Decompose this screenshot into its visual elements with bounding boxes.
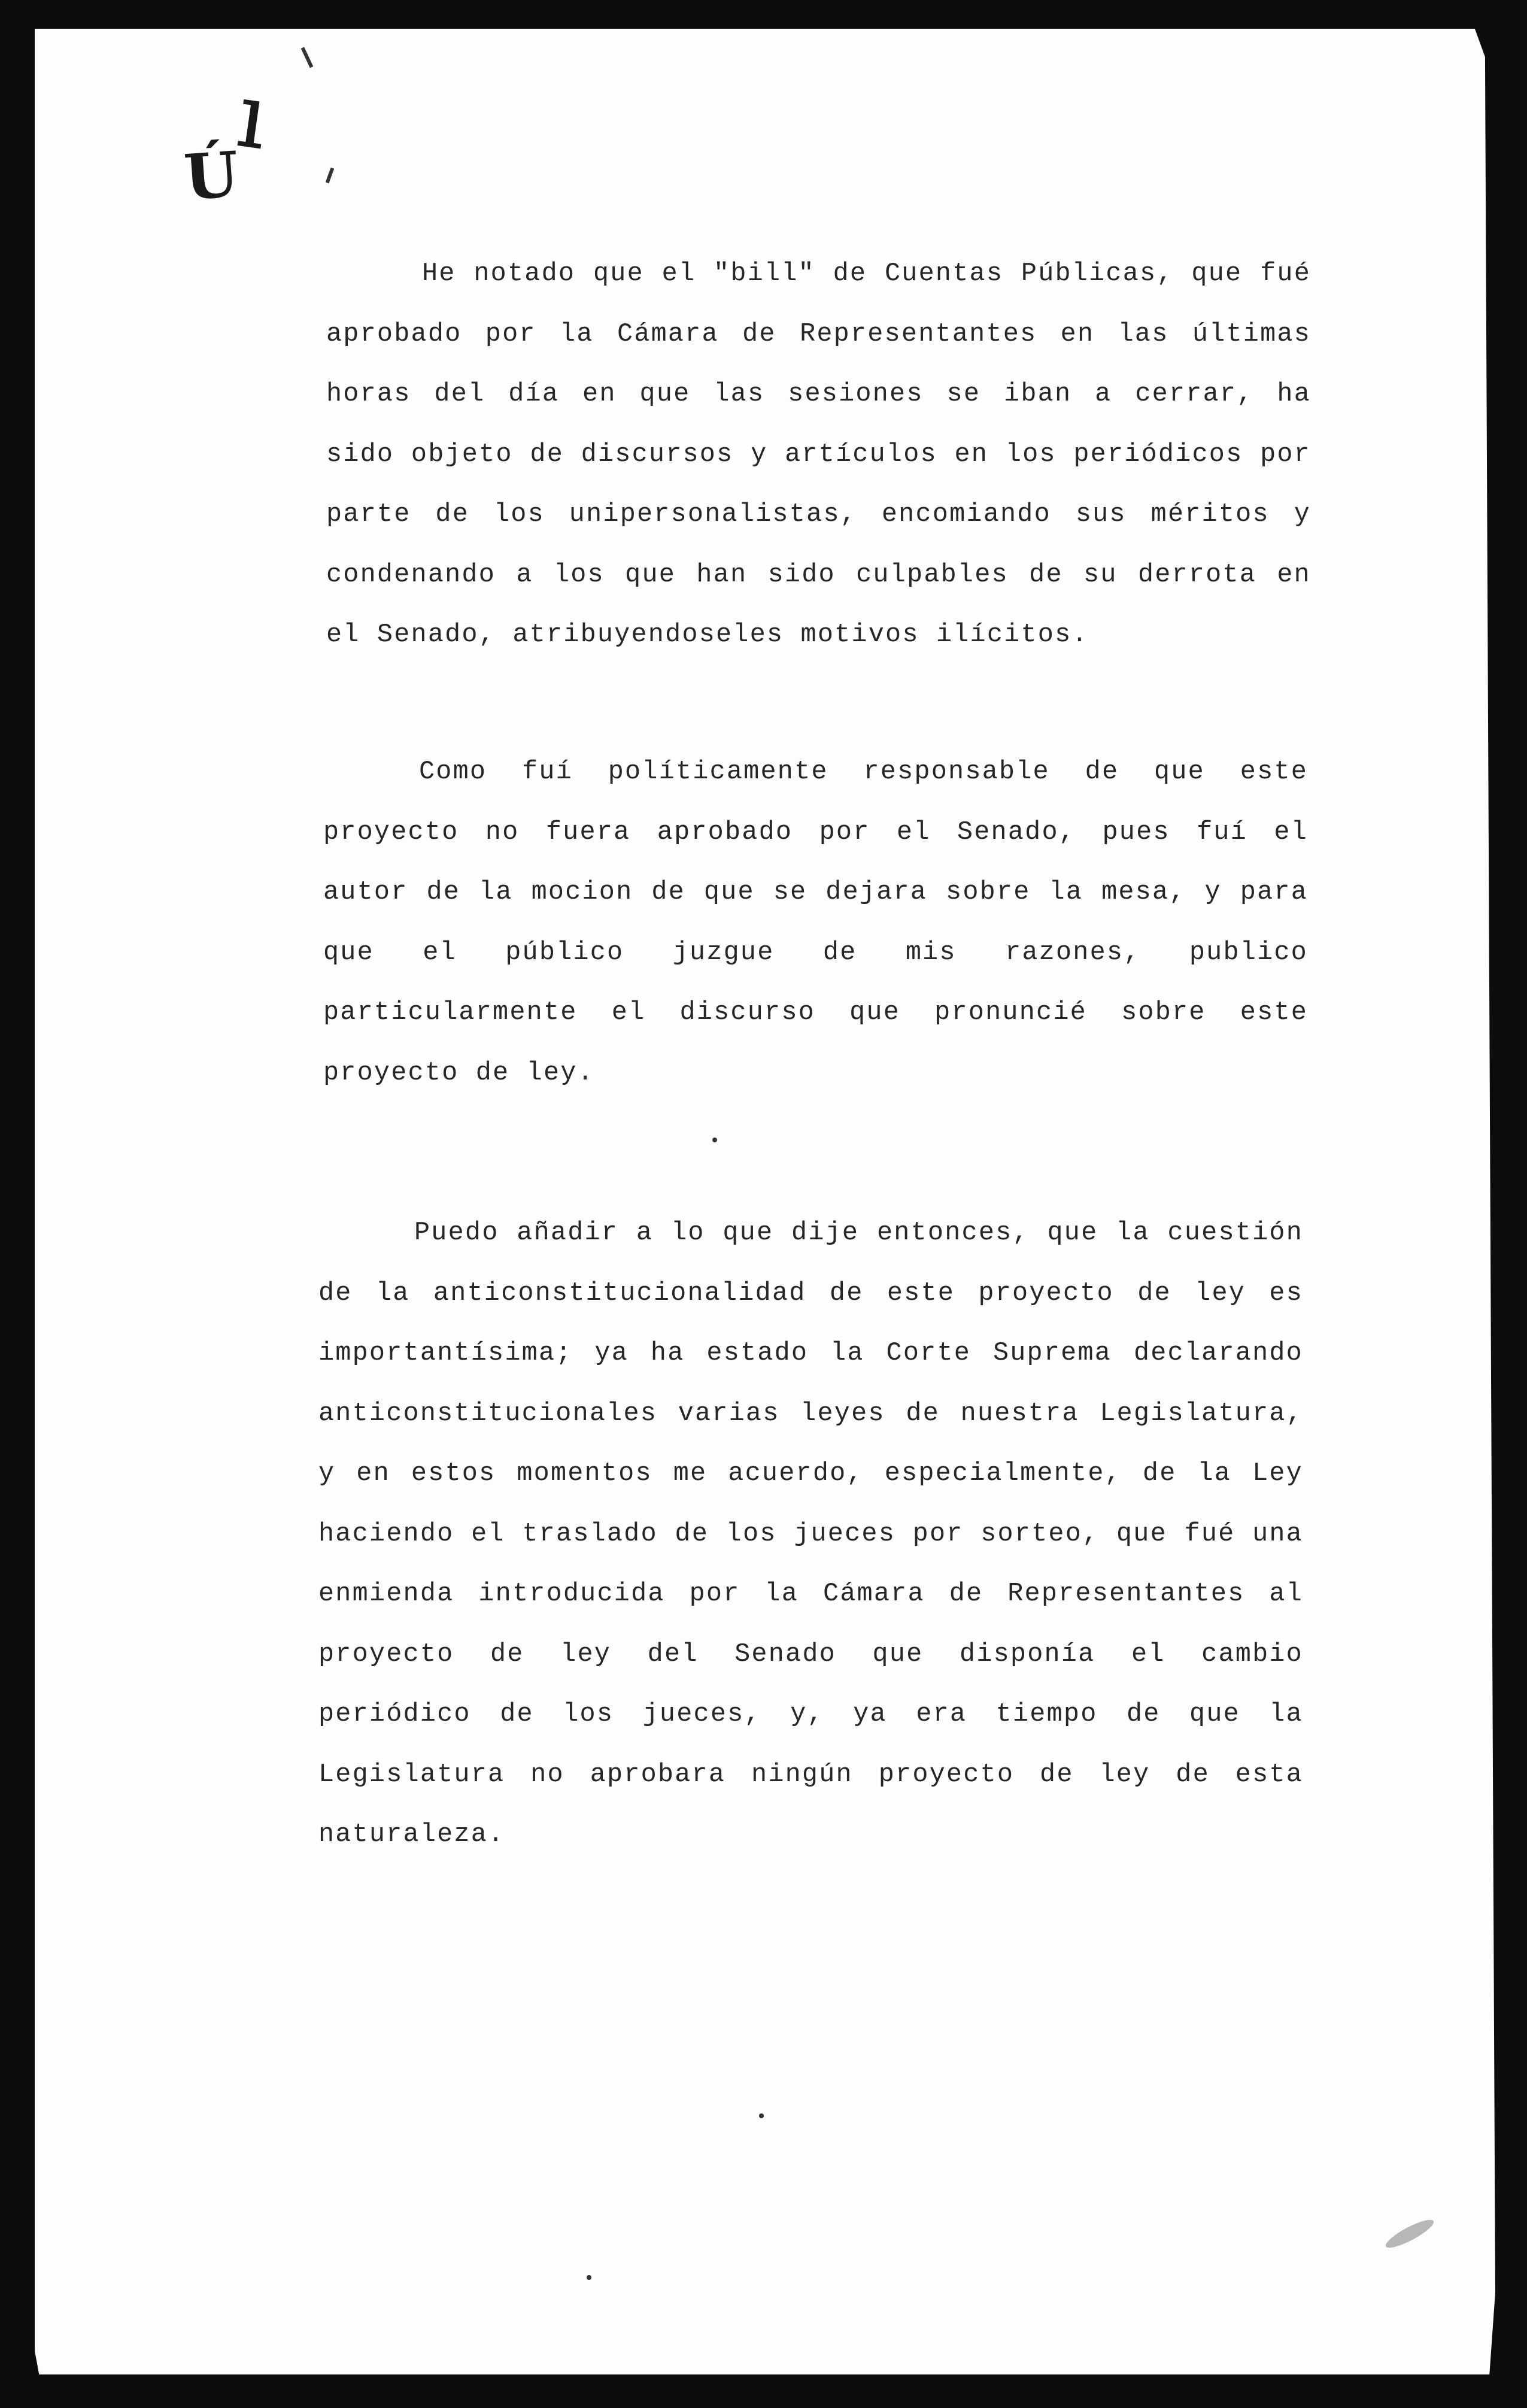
- paragraph: Puedo añadir a lo que dije entonces, que la cuestión de la anticonstitucionalidad de este proyecto de ley es importantísima; ya ha estado la Corte Suprema declarando anticonstitucionales varias leyes de nuestra Legislatura, y en estos momentos me acuerdo, especialmente, de la Ley haciendo el traslado de los jueces por sorteo, que fué una enmienda introducida por la Cámara de Representantes al proyecto de ley del Senado que disponía el cambio periódico de los jueces, y, ya era tiempo de que la Legislatura no aprobara ningún proyecto de ley de esta naturaleza.: [318, 1218, 1303, 1849]
- text-block: [323, 742, 1308, 1103]
- text-block: [326, 244, 1311, 666]
- paragraph: He notado que el "bill" de Cuentas Públicas, que fué aprobado por la Cámara de Representantes en las últimas horas del día en que las sesiones se iban a cerrar, ha sido objeto de discursos y artículos en los periódicos por parte de los unipersonalistas, encomiando sus méritos y condenando a los que han sido culpables de su derrota en el Senado, atribuyendoseles motivos ilícitos.: [326, 259, 1311, 650]
- paragraph: Como fuí políticamente responsable de que este proyecto no fuera aprobado por el Senado, pues fuí el autor de la mocion de que se dejara sobre la mesa, y para que el público juzgue de mis razones, publico particularmente el discurso que pronuncié sobre este proyecto de ley.: [323, 757, 1308, 1088]
- ink-speck: [759, 2113, 764, 2118]
- handwritten-mark-accent: ı: [231, 63, 274, 171]
- ink-speck: [587, 2275, 591, 2280]
- handwritten-mark: Ú: [181, 137, 241, 215]
- text-block: [318, 1203, 1303, 1866]
- ink-speck: [712, 1138, 717, 1142]
